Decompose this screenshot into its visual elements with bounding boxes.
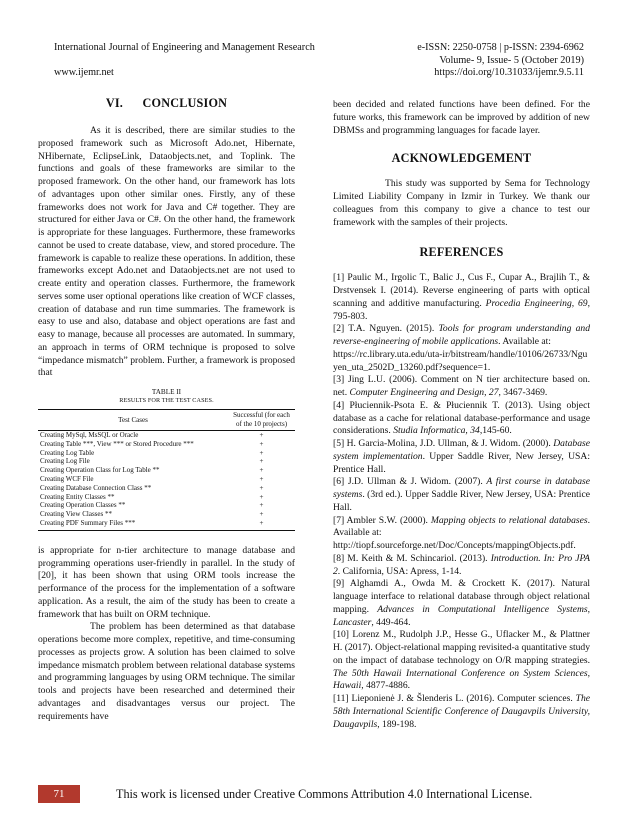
acknowledgement-text: This study was supported by Sema for Technology Limited Liability Company in Izmir in Turkey. We thank our colleagues from this company to give a chance to test our framework with the samples of their projects. — [333, 178, 590, 228]
test-case-name: Creating Log File — [40, 457, 90, 466]
test-case-result: + — [259, 492, 264, 501]
reference-tail: , 795-803. — [333, 297, 590, 322]
reference-tail: . Upper Saddle River, New Jersey, USA: Prentice Hall. — [333, 450, 590, 475]
reference-title: Tools for program understanding and reverse-engineering of mobile applications — [333, 323, 590, 347]
reference-tail: . Available at: — [498, 336, 551, 347]
table-row — [38, 519, 295, 530]
reference-text: [3] Jing L.U. (2006). Comment on N tier architecture based on. net. — [333, 374, 590, 398]
left-column — [38, 96, 295, 723]
reference-text: [2] T.A. Nguyen. (2015). — [333, 323, 439, 335]
references-heading: REFERENCES — [419, 245, 504, 260]
table-row — [38, 440, 295, 449]
reference-title: Studia Informatica, 34 — [393, 425, 480, 437]
reference-text: [8] M. Keith & M. Schincariol. (2013). — [333, 552, 491, 564]
table-row — [38, 475, 295, 484]
reference-item — [333, 323, 590, 349]
reference-tail: , 3467-3469. — [498, 387, 548, 398]
conclusion-paragraph-2: is appropriate for n-tier architecture to manage database and programming operations user-friendly in parallel. In the study of [20], it has been shown that using ORM tools increase the performance of the process for the implementation of a software application. As a result, the aim of the study has been to create a framework that has built on ORM technique. — [38, 544, 295, 620]
table-header-test-cases: Test Cases — [38, 410, 228, 431]
table-row — [38, 449, 295, 458]
table-row — [38, 466, 295, 475]
reference-item — [333, 476, 590, 514]
reference-tail: . Available at: — [333, 514, 591, 539]
test-case-name: Creating View Classes ** — [40, 510, 112, 519]
table-row — [38, 457, 295, 466]
reference-title: The 50th Hawaii International Conference on System Sciences, Hawaii — [333, 667, 590, 692]
conclusion-heading: VI. CONCLUSION — [105, 96, 228, 110]
test-case-name: Creating Database Connection Class ** — [40, 483, 152, 492]
right-column — [333, 99, 590, 731]
test-case-name: Creating MySql, MsSQL or Oracle — [40, 431, 139, 439]
reference-title: A first course in database systems — [333, 476, 590, 500]
page-number: 71 — [38, 785, 80, 803]
reference-text: [11] Lieponienė J. & Šlenderis L. (2016). Computer sciences. — [333, 693, 576, 704]
test-case-name: Creating Log Table — [40, 448, 95, 457]
reference-item — [333, 515, 590, 541]
reference-title: Advances in Computational Intelligence Systems, Lancaster — [333, 603, 591, 628]
reference-text: [10] Lorenz M., Rudolph J.P., Hesse G., Uflacker M., & Plattner H. (2017). Object-relational mapping revisited-a quantitative study on the impact of database technology on O/R mapping strategies. — [333, 629, 590, 666]
volume-issue: Volume- 9, Issue- 5 (October 2019) — [439, 54, 584, 66]
license-text: This work is licensed under Creative Commons Attribution 4.0 International License. — [116, 786, 533, 801]
page-footer — [38, 785, 602, 803]
reference-tail: , 189-198. — [377, 718, 417, 730]
reference-title: Introduction. In: Pro JPA 2 — [333, 552, 590, 577]
conclusion-paragraph-1: As it is described, there are similar studies to the proposed framework such as Microsoft Ado.net, Hibernate, NHibernate, EclipseLink, Dataobjects.net, and Toplink. The functions and goals of these frameworks are similar to the proposed framework. On the other hand, our framework has lots of advantages upon other similar ones. Firstly, any of these frameworks does not work for Java and C# together. They are structured for either Java or C#. On the other hand, the framework is appropriate for these languages. Furthermore, these frameworks cannot be used to create database, view, and stored procedure. The framework is capable to realize these operations. In addition, these frameworks except Ado.net and Dataobjects.net are not used to create entity and operation classes. Furthermore, the framework serves some user optional operations like creation of WCF classes, creation of database and run time summaries. The framework is easy to use and also, database and object operations are fast and easy to manage, because all processes are automated. In summary, an approach in terms of ORM technique is proposed to solve “impedance mismatch” problem. Further, a framework is proposed that — [38, 125, 295, 379]
test-case-result: + — [259, 483, 264, 492]
reference-text: [6] J.D. Ullman & J. Widom. (2007). — [333, 476, 487, 488]
reference-item — [333, 553, 590, 579]
test-case-result: + — [259, 448, 264, 457]
test-case-result: + — [259, 510, 264, 519]
journal-name: International Journal of Engineering and Management Research — [54, 42, 315, 53]
table-title: TABLE II — [151, 388, 182, 396]
test-case-result: + — [259, 439, 264, 448]
reference-title: The 58th International Scientific Conference of Daugavpils University, Daugavpils — [333, 693, 590, 730]
conclusion-paragraph-3: The problem has been determined as that database operations become more complex, repetitive, and time-consuming processes as projects grow. A solution has been claimed to solve impedance mismatch problem between relational database systems and programming languages by using ORM technique. The similar tools and projects have been researched and determined their advantages and disadvantages versus our project. The requirements have — [38, 621, 295, 722]
reference-text: [5] H. Garcia-Molina, J.D. Ullman, & J. Widom. (2000). — [333, 438, 554, 449]
test-case-result: + — [259, 474, 264, 483]
test-case-result: + — [259, 431, 264, 439]
table-row — [38, 501, 295, 510]
test-case-result: + — [228, 519, 295, 530]
reference-text: [1] Paulic M., Irgolic T., Balic J., Cus F., Cupar A., Brajlih T., & Drstvensek I. (2014). Reverse engineering of parts with optical scanning and additive manufacturing. — [333, 272, 590, 309]
reference-item — [333, 578, 590, 629]
reference-item — [333, 438, 590, 476]
test-case-name: Creating Entity Classes ** — [40, 492, 115, 501]
test-case-result: + — [259, 466, 264, 475]
table-header-successful: Successful (for each of the 10 projects) — [228, 410, 295, 431]
acknowledgement-heading: ACKNOWLEDGEMENT — [391, 151, 532, 166]
test-case-name: Creating Operation Class for Log Table ** — [40, 466, 160, 475]
reference-title: Database system implementation — [333, 438, 590, 462]
reference-text: [4] Płuciennik-Psota E. & Płuciennik T. (2013). Using object database as a cache for relational database-performance and usage considerations. — [333, 399, 590, 437]
reference-url[interactable]: https://rc.library.uta.edu/uta-ir/bitstream/handle/10106/26733/Nguyen_uta_2502D_13260.pdf?sequence=1. — [333, 348, 588, 373]
table-row — [38, 431, 295, 440]
conclusion-paragraph-4: been decided and related functions have been defined. For the future works, this framework can be improved by addition of new DBMSs and programming languages for facade layer. — [333, 99, 590, 136]
results-table — [38, 409, 295, 531]
website-link[interactable]: www.ijemr.net — [54, 67, 114, 78]
test-case-name: Creating WCF File — [40, 474, 94, 483]
reference-url[interactable]: http://tiopf.sourceforge.net/Doc/Concepts/mappingObjects.pdf. — [333, 540, 576, 551]
reference-text: [9] Alghamdi A., Owda M. & Crockett K. (2017). Natural language interface to relational database through object relational mapping. — [333, 578, 590, 615]
doi-link[interactable]: https://doi.org/10.31033/ijemr.9.5.11 — [434, 67, 584, 78]
reference-title: Mapping objects to relational databases — [430, 514, 588, 526]
reference-text: [7] Ambler S.W. (2000). — [333, 514, 431, 526]
reference-tail: , 4877-4886. — [361, 680, 411, 692]
reference-item — [333, 400, 590, 438]
table-row — [38, 484, 295, 493]
test-case-name: Creating Operation Classes ** — [40, 501, 126, 510]
page-header — [54, 42, 584, 80]
issn: e-ISSN: 2250-0758 | p-ISSN: 2394-6962 — [417, 42, 584, 53]
references-list — [333, 272, 590, 731]
reference-tail: , 449-464. — [371, 616, 411, 628]
reference-item — [333, 272, 590, 323]
reference-item — [333, 374, 590, 400]
reference-tail: ,145-60. — [479, 425, 512, 437]
reference-tail: . California, USA: Apress, 1-14. — [337, 565, 462, 577]
reference-title: Computer Engineering and Design, 27 — [349, 387, 499, 398]
test-case-result: + — [259, 457, 264, 466]
reference-item — [333, 629, 590, 693]
test-case-result: + — [259, 501, 264, 510]
test-case-name: Creating Table ***, View *** or Stored Procedure *** — [40, 439, 194, 448]
test-case-name: Creating PDF Summary Files *** — [38, 519, 228, 530]
table-subtitle: RESULTS FOR THE TEST CASES. — [119, 397, 214, 404]
reference-item — [333, 693, 590, 731]
table-row — [38, 493, 295, 502]
table-row — [38, 510, 295, 519]
reference-title: Procedia Engineering, 69 — [485, 297, 588, 309]
reference-tail: . (3rd ed.). Upper Saddle River, New Jersey, USA: Prentice Hall. — [333, 489, 590, 513]
